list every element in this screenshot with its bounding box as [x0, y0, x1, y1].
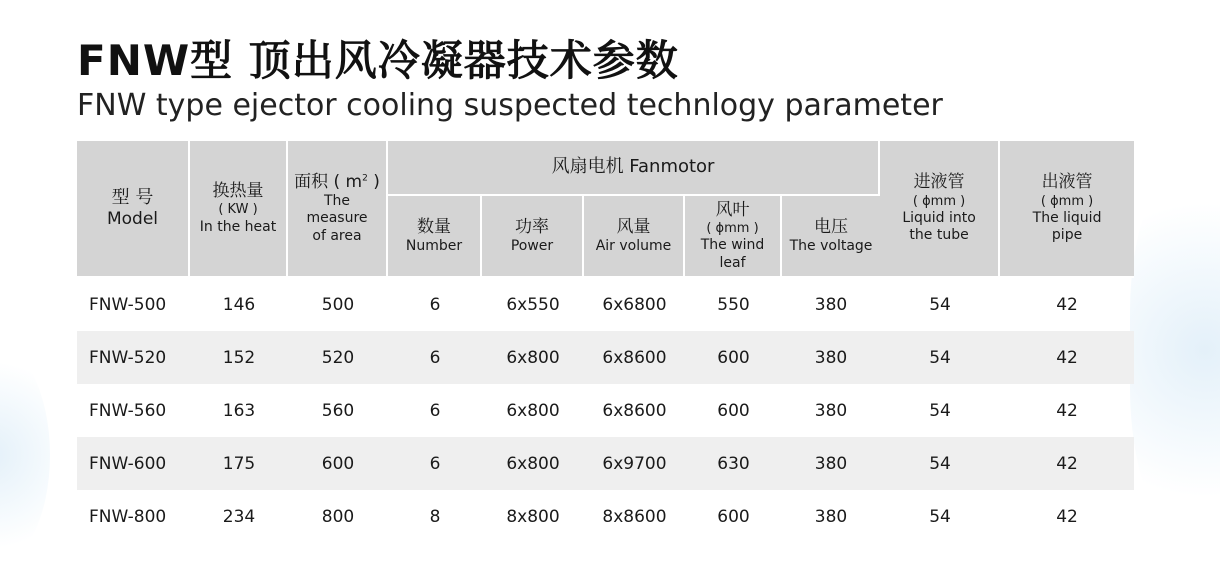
cell-number: 6: [429, 400, 441, 421]
cell-voltage: 380: [814, 400, 848, 421]
page-title: FNW型 顶出风冷凝器技术参数: [77, 36, 679, 85]
cell-outlet: 42: [1000, 331, 1134, 384]
cell-outlet: 42: [1056, 294, 1078, 315]
cell-number: 6: [429, 294, 441, 315]
cell-inlet: 54: [880, 331, 1000, 384]
header-heat: 换热量 ( KW ) In the heat: [190, 141, 288, 278]
header-area: 面积 ( $m^2$ ) The measure of area: [288, 141, 388, 278]
spec-table: [77, 141, 1134, 543]
cell-number: 6: [388, 437, 482, 490]
cell-wind-leaf: 630: [685, 437, 782, 490]
cell-air-volume: 6x8600: [602, 400, 667, 421]
cell-heat: 163: [222, 400, 256, 421]
cell-power: 6x800: [506, 400, 560, 421]
cell-voltage: 380: [782, 437, 880, 490]
cell-wind-leaf: 550: [717, 294, 750, 315]
cell-heat: 146: [222, 294, 256, 315]
cell-inlet: 54: [929, 400, 951, 421]
cell-heat: 175: [190, 437, 288, 490]
cell-air-volume: 6x9700: [584, 437, 685, 490]
header-outlet: 出液管 ( ϕmm ) The liquid pipe: [1000, 141, 1134, 278]
cell-model: FNW-800: [89, 506, 167, 527]
header-model: 型 号 Model: [77, 141, 190, 278]
cell-air-volume: 6x6800: [602, 294, 667, 315]
header-power: 功率 Power: [482, 196, 584, 278]
cell-number: 6: [388, 331, 482, 384]
table-row: [77, 437, 1134, 490]
cell-area: 600: [288, 437, 388, 490]
header-air-volume: 风量 Air volume: [584, 196, 685, 278]
cell-wind-leaf: 600: [685, 331, 782, 384]
cell-power: 6x800: [482, 437, 584, 490]
cell-heat: 152: [190, 331, 288, 384]
cell-air-volume: 6x8600: [584, 331, 685, 384]
header-inlet: 进液管 ( ϕmm ) Liquid into the tube: [880, 141, 1000, 278]
cell-model: FNW-560: [89, 400, 167, 421]
cell-outlet: 42: [1056, 400, 1078, 421]
cell-wind-leaf: 600: [717, 400, 750, 421]
cell-model: FNW-520: [77, 331, 190, 384]
cell-area: 500: [321, 294, 355, 315]
header-fanmotor: 风扇电机 Fanmotor: [388, 141, 880, 196]
snowflake-decoration: [0, 340, 50, 570]
cell-inlet: 54: [929, 506, 951, 527]
table-row: [77, 331, 1134, 384]
cell-area: 800: [321, 506, 355, 527]
cell-outlet: 42: [1056, 506, 1078, 527]
cell-voltage: 380: [782, 331, 880, 384]
header-number: 数量 Number: [388, 196, 482, 278]
cell-power: 6x550: [506, 294, 560, 315]
cell-number: 8: [429, 506, 441, 527]
cell-heat: 234: [222, 506, 256, 527]
cell-voltage: 380: [814, 506, 848, 527]
cell-air-volume: 8x8600: [602, 506, 667, 527]
cell-inlet: 54: [929, 294, 951, 315]
table-row: [77, 490, 1134, 543]
cell-wind-leaf: 600: [717, 506, 750, 527]
cell-power: 6x800: [482, 331, 584, 384]
snowflake-decoration: [1130, 160, 1220, 540]
header-voltage: 电压 The voltage: [782, 196, 880, 278]
cell-model: FNW-600: [77, 437, 190, 490]
cell-inlet: 54: [880, 437, 1000, 490]
table-row: [77, 384, 1134, 437]
table-row: [77, 278, 1134, 331]
cell-outlet: 42: [1000, 437, 1134, 490]
cell-model: FNW-500: [89, 294, 167, 315]
page-subtitle: FNW type ejector cooling suspected technlogy parameter: [77, 88, 943, 123]
cell-power: 8x800: [506, 506, 560, 527]
header-wind-leaf: 风叶 ( ϕmm ) The wind leaf: [685, 196, 782, 278]
cell-area: 560: [321, 400, 355, 421]
cell-area: 520: [288, 331, 388, 384]
cell-voltage: 380: [814, 294, 848, 315]
